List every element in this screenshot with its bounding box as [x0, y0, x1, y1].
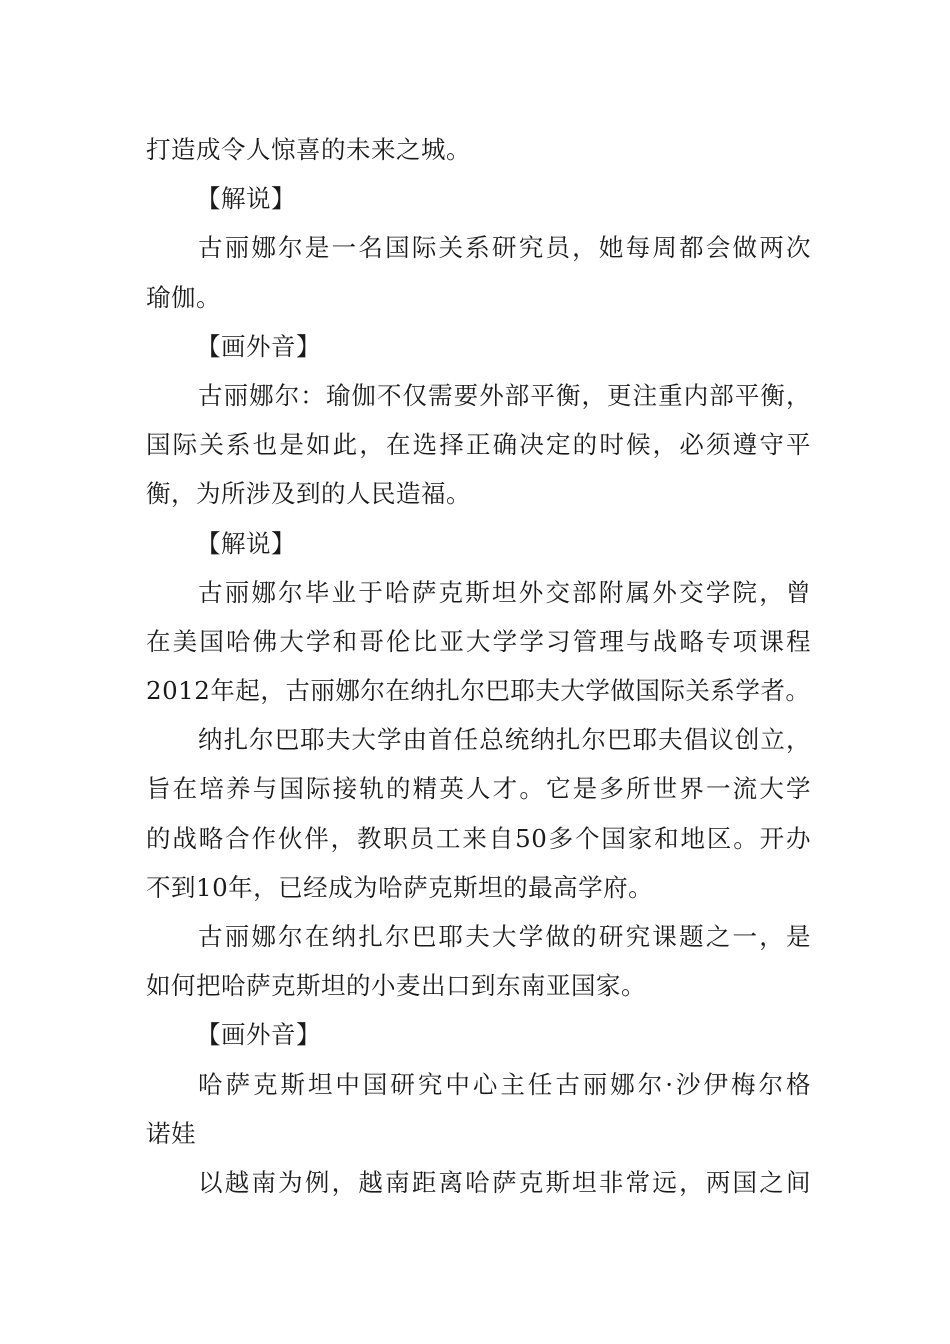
text-line: 的战略合作伙伴，教职员工来自50多个国家和地区。开办	[146, 823, 811, 853]
document-body	[146, 125, 811, 1207]
text-line: 在美国哈佛大学和哥伦比亚大学学习管理与战略专项课程	[146, 626, 811, 656]
text-line: 打造成令人惊喜的未来之城。	[146, 135, 471, 164]
text-line: 以越南为例，越南距离哈萨克斯坦非常远，两国之间	[198, 1167, 811, 1197]
text-line: 诺娃	[146, 1118, 196, 1148]
section-heading: 【解说】	[196, 528, 296, 558]
section-heading: 【画外音】	[196, 331, 321, 361]
text-line: 纳扎尔巴耶夫大学由首任总统纳扎尔巴耶夫倡议创立，	[198, 725, 811, 755]
text-line: 国际关系也是如此，在选择正确决定的时候，必须遵守平	[146, 430, 811, 460]
text-line: 古丽娜尔在纳扎尔巴耶夫大学做的研究课题之一，是	[198, 922, 811, 951]
section-heading: 【画外音】	[196, 1020, 321, 1050]
text-line: 2012年起，古丽娜尔在纳扎尔巴耶夫大学做国际关系学者。	[146, 676, 811, 706]
text-line: 衡，为所涉及到的人民造福。	[146, 479, 471, 509]
text-line: 古丽娜尔：瑜伽不仅需要外部平衡，更注重内部平衡，	[198, 380, 811, 410]
text-line: 哈萨克斯坦中国研究中心主任古丽娜尔·沙伊梅尔格	[198, 1069, 811, 1099]
text-line: 旨在培养与国际接轨的精英人才。它是多所世界一流大学	[146, 774, 811, 804]
text-line: 古丽娜尔毕业于哈萨克斯坦外交部附属外交学院，曾	[198, 577, 811, 607]
text-line: 如何把哈萨克斯坦的小麦出口到东南亚国家。	[146, 971, 646, 1001]
section-heading: 【解说】	[196, 184, 296, 214]
text-line: 瑜伽。	[146, 282, 221, 312]
text-line: 古丽娜尔是一名国际关系研究员，她每周都会做两次	[198, 233, 811, 263]
text-line: 不到10年，已经成为哈萨克斯坦的最高学府。	[146, 872, 654, 902]
